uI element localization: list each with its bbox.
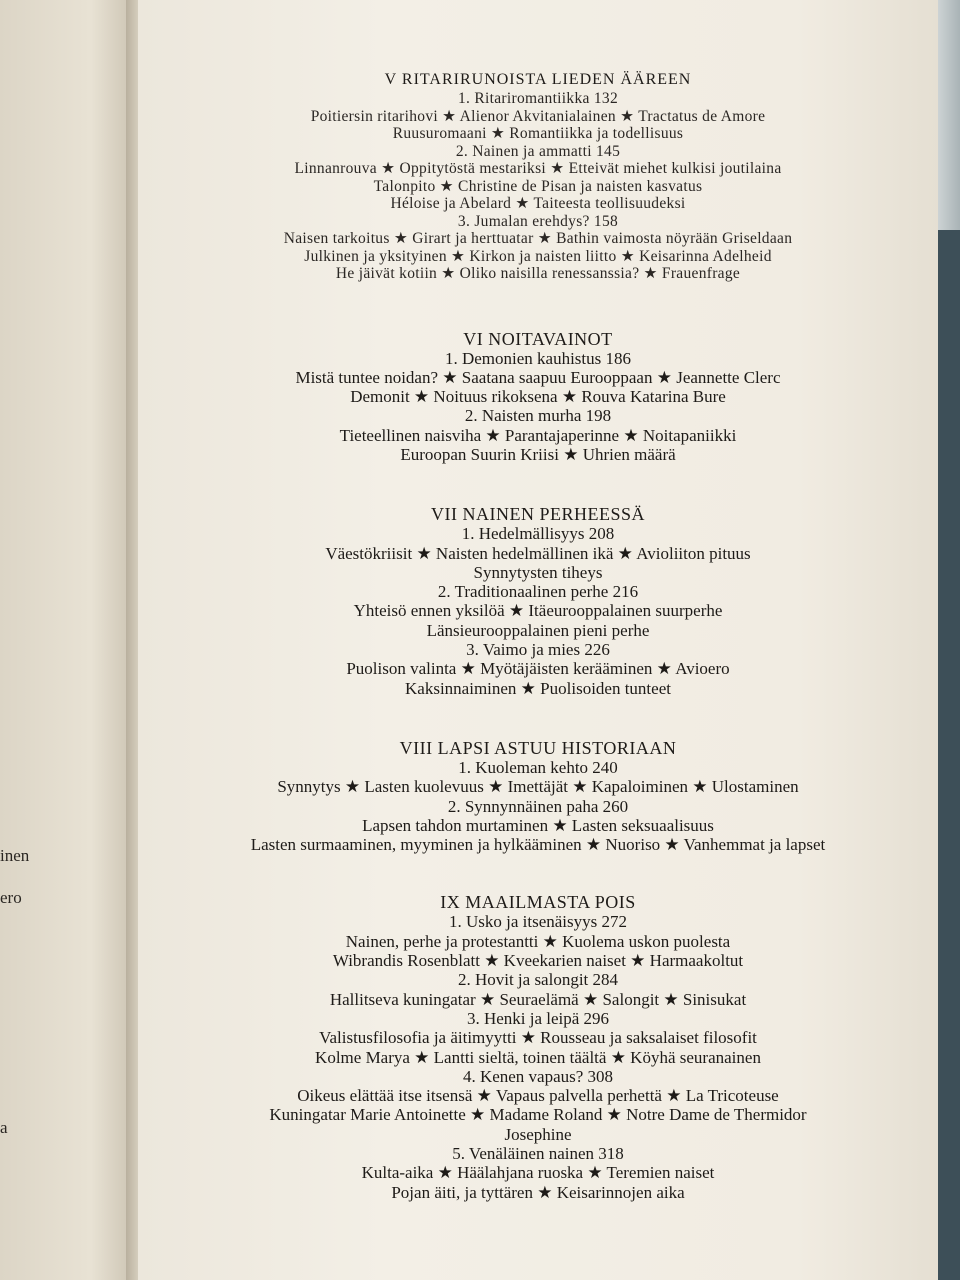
toc-line: Synnytysten tiheys	[473, 562, 603, 582]
toc-line: Kolme Marya ★ Lantti sieltä, toinen täältä ★ Köyhä seuranainen	[315, 1047, 761, 1067]
toc-line: 1. Kuoleman kehto 240	[458, 757, 618, 777]
toc-line: 3. Vaimo ja mies 226	[466, 640, 610, 660]
toc-line: 2. Traditionaalinen perhe 216	[437, 582, 639, 602]
chapter-title: VIII LAPSI ASTUU HISTORIAAN	[399, 737, 677, 758]
toc-line: 1. Demonien kauhistus 186	[444, 348, 632, 368]
left-page-text-fragment: ero	[0, 888, 22, 907]
toc-line: Josephine	[504, 1124, 572, 1144]
toc-line: 3. Jumalan erehdys? 158	[457, 212, 619, 230]
left-page-text-fragment: a	[0, 1118, 8, 1137]
toc-line: 3. Henki ja leipä 296	[466, 1008, 610, 1028]
toc-line: Demonit ★ Noituus rikoksena ★ Rouva Katarina Bure	[350, 387, 726, 407]
toc-line: Oikeus elättää itse itsensä ★ Vapaus palvella perhettä ★ La Tricoteuse	[297, 1086, 779, 1106]
chapter-title: V RITARIRUNOISTA LIEDEN ÄÄREEN	[384, 71, 692, 88]
desk-surface	[938, 230, 960, 1280]
toc-line: 4. Kenen vapaus? 308	[462, 1066, 614, 1086]
chapter-title: VI NOITAVAINOT	[463, 328, 613, 349]
toc-line: 2. Hovit ja salongit 284	[457, 970, 619, 990]
chapter-6	[138, 329, 938, 465]
toc-line: Poitiersin ritarihovi ★ Alienor Akvitanialainen ★ Tractatus de Amore	[310, 107, 766, 125]
toc-line: Linnanrouva ★ Oppitytöstä mestariksi ★ Etteivät miehet kulkisi joutilaina	[294, 160, 782, 177]
toc-line: Länsieurooppalainen pieni perhe	[426, 620, 650, 640]
toc-line: Héloise ja Abelard ★ Taiteesta teollisuudeksi	[390, 195, 686, 212]
toc-line: Lasten surmaaminen, myyminen ja hylkääminen ★ Nuoriso ★ Vanhemmat ja lapset	[250, 835, 826, 855]
chapter-5	[138, 70, 938, 283]
toc-line: Valistusfilosofia ja äitimyytti ★ Rousseau ja saksalaiset filosofit	[319, 1028, 757, 1048]
chapter-title: VII NAINEN PERHEESSÄ	[431, 504, 645, 525]
chapter-9	[138, 892, 938, 1201]
toc-line: Synnytys ★ Lasten kuolevuus ★ Imettäjät ★ Kapaloiminen ★ Ulostaminen	[277, 777, 799, 797]
toc-line: Yhteisö ennen yksilöä ★ Itäeurooppalainen suurperhe	[353, 601, 723, 621]
toc-line: He jäivät kotiin ★ Oliko naisilla renessanssia? ★ Frauenfrage	[335, 265, 741, 282]
toc-line: 2. Nainen ja ammatti 145	[455, 142, 621, 160]
toc-line: Euroopan Suurin Kriisi ★ Uhrien määrä	[400, 444, 676, 464]
toc-line: Ruusuromaani ★ Romantiikka ja todellisuus	[392, 125, 684, 142]
toc-line: Hallitseva kuningatar ★ Seuraelämä ★ Salongit ★ Sinisukat	[329, 989, 747, 1009]
toc-line: 1. Ritariromantiikka 132	[457, 90, 619, 107]
toc-line: 2. Synnynnäinen paha 260	[447, 796, 629, 816]
toc-line: Kulta-aika ★ Häälahjana ruoska ★ Teremien naiset	[361, 1163, 715, 1183]
toc-line: Talonpito ★ Christine de Pisan ja naisten kasvatus	[373, 177, 703, 195]
left-page	[0, 0, 130, 1280]
toc-line: 2. Naisten murha 198	[464, 406, 612, 426]
toc-line: Puolison valinta ★ Myötäjäisten kerääminen ★ Avioero	[346, 659, 730, 679]
toc-line: Tieteellinen naisviha ★ Parantajaperinne ★ Noitapaniikki	[339, 425, 737, 445]
toc-line: 1. Hedelmällisyys 208	[461, 524, 615, 544]
chapter-8	[138, 738, 938, 854]
toc-line: 5. Venäläinen nainen 318	[452, 1144, 624, 1163]
toc-line: Kuningatar Marie Antoinette ★ Madame Roland ★ Notre Dame de Thermidor	[269, 1105, 807, 1125]
toc-line: Wibrandis Rosenblatt ★ Kveekarien naiset ★ Harmaakoltut	[332, 951, 744, 971]
toc-line: 1. Usko ja itsenäisyys 272	[448, 912, 628, 932]
toc-line: Julkinen ja yksityinen ★ Kirkon ja naisten liitto ★ Keisarinna Adelheid	[304, 247, 772, 265]
chapter-7	[138, 504, 938, 698]
left-page-text-fragment: inen	[0, 846, 30, 865]
toc-line: Kaksinnaiminen ★ Puolisoiden tunteet	[405, 678, 671, 698]
toc-line: Nainen, perhe ja protestantti ★ Kuolema uskon puolesta	[345, 931, 731, 951]
chapter-title: IX MAAILMASTA POIS	[440, 892, 636, 913]
table-of-contents	[138, 70, 938, 1236]
toc-line: Pojan äiti, ja tyttären ★ Keisarinnojen aika	[391, 1182, 685, 1202]
toc-line: Väestökriisit ★ Naisten hedelmällinen ikä ★ Avioliiton pituus	[325, 543, 751, 563]
toc-line: Lapsen tahdon murtaminen ★ Lasten seksuaalisuus	[362, 815, 714, 835]
toc-line: Naisen tarkoitus ★ Girart ja herttuatar ★ Bathin vaimosta nöyrään Griseldaan	[283, 230, 793, 247]
toc-line: Mistä tuntee noidan? ★ Saatana saapuu Eurooppaan ★ Jeannette Clerc	[295, 367, 781, 387]
